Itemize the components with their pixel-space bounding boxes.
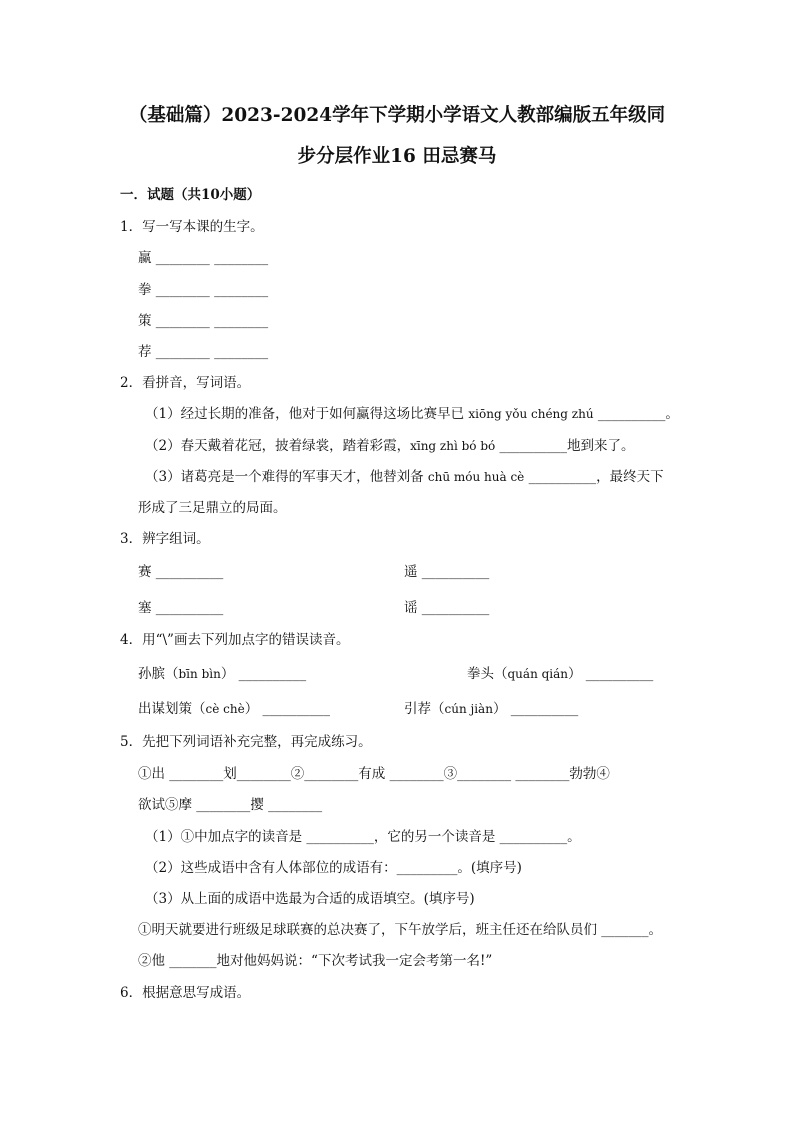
q5-line: （3）从上面的成语中选最为合适的成语填空。(填序号)	[145, 891, 475, 907]
question-5	[120, 733, 372, 751]
question-number: 1．	[120, 219, 143, 235]
q2-item-text: （2）春天戴着花冠，披着绿裳，踏着彩霞，	[145, 438, 411, 454]
question-prompt: 根据意思写成语。	[142, 985, 251, 1001]
question-1	[120, 218, 264, 236]
q2-item-tail: __________地到来了。	[495, 438, 635, 454]
question-number: 5．	[120, 734, 143, 750]
q4-pinyin: cè chè	[205, 702, 245, 716]
question-6	[120, 984, 250, 1002]
q4-left	[138, 665, 306, 683]
q3-left: 塞 __________	[138, 600, 224, 616]
question-number: 2．	[120, 375, 143, 391]
q5-line: ①明天就要进行班级足球联赛的总决赛了，下午放学后，班主任还在给队员们 _______。	[138, 922, 663, 938]
q3-right: 遥 __________	[404, 564, 490, 580]
question-prompt: 用“\”画去下列加点字的错误读音。	[142, 632, 350, 648]
question-3	[120, 530, 210, 548]
q4-pinyin: cún jiàn	[444, 702, 493, 716]
q2-item-text: （3）诸葛亮是一个难得的军事天才，他替刘备	[145, 469, 428, 485]
q4-pinyin: bīn bìn	[178, 667, 221, 681]
q4-tail: ） __________	[492, 701, 579, 717]
q1-row: 荐 ________ ________	[138, 344, 269, 360]
q5-line: ②他 _______地对他妈妈说：“下次考试我一定会考第一名!”	[138, 953, 493, 969]
q4-word: 孙膑（	[138, 666, 179, 682]
q4-left	[138, 700, 330, 718]
document-title-line-1: （基础篇）2023-2024学年下学期小学语文人教部编版五年级同	[128, 105, 666, 126]
q2-item-pinyin: xīng zhì bó bó	[410, 439, 496, 453]
q2-item-pinyin: chū móu huà cè	[427, 470, 525, 484]
section-heading: 一．试题（共10小题）	[120, 187, 261, 203]
q2-item-continuation: 形成了三足鼎立的局面。	[138, 500, 287, 516]
q5-line: ①出 ________划________②________有成 ________③________ ________勃勃④	[138, 766, 610, 782]
question-prompt: 辨字组词。	[142, 531, 210, 547]
q2-item	[145, 468, 664, 486]
q2-item-tail: __________。	[593, 406, 679, 422]
q5-line: （1）①中加点字的读音是 __________，它的另一个读音是 __________。	[145, 829, 581, 845]
q4-pinyin: quán qián	[507, 667, 569, 681]
q2-item-text: （1）经过长期的准备，他对于如何赢得这场比赛早已	[145, 406, 469, 422]
question-prompt: 看拼音，写词语。	[142, 375, 251, 391]
q4-right	[467, 665, 653, 683]
question-number: 4．	[120, 632, 143, 648]
question-prompt: 先把下列词语补充完整，再完成练习。	[142, 734, 372, 750]
q2-item	[145, 437, 635, 455]
q1-row: 策 ________ ________	[138, 313, 269, 329]
q4-tail: ） __________	[244, 701, 330, 717]
q1-row: 赢 ________ ________	[138, 250, 269, 266]
q2-item-pinyin: xiōng yǒu chéng zhú	[468, 407, 594, 421]
q4-word: 出谋划策（	[138, 701, 206, 717]
q2-item	[145, 405, 679, 423]
q3-right: 谣 __________	[404, 600, 490, 616]
question-4	[120, 631, 349, 649]
q5-line: 欲试⑤摩 ________撄 ________	[138, 797, 323, 813]
question-number: 3．	[120, 531, 143, 547]
question-prompt: 写一写本课的生字。	[142, 219, 264, 235]
q4-tail: ） __________	[220, 666, 307, 682]
q4-right	[404, 700, 578, 718]
q5-line: （2）这些成语中含有人体部位的成语有：_________。(填序号)	[145, 860, 522, 876]
question-2	[120, 374, 250, 392]
q2-item-tail: __________，最终天下	[524, 469, 664, 485]
document-title-line-2: 步分层作业16 田忌赛马	[297, 146, 497, 167]
q4-tail: ） __________	[568, 666, 654, 682]
q1-row: 拳 ________ ________	[138, 282, 269, 298]
q4-word: 拳头（	[467, 666, 508, 682]
q4-word: 引荐（	[404, 701, 445, 717]
q3-left: 赛 __________	[138, 564, 224, 580]
question-number: 6．	[120, 985, 143, 1001]
